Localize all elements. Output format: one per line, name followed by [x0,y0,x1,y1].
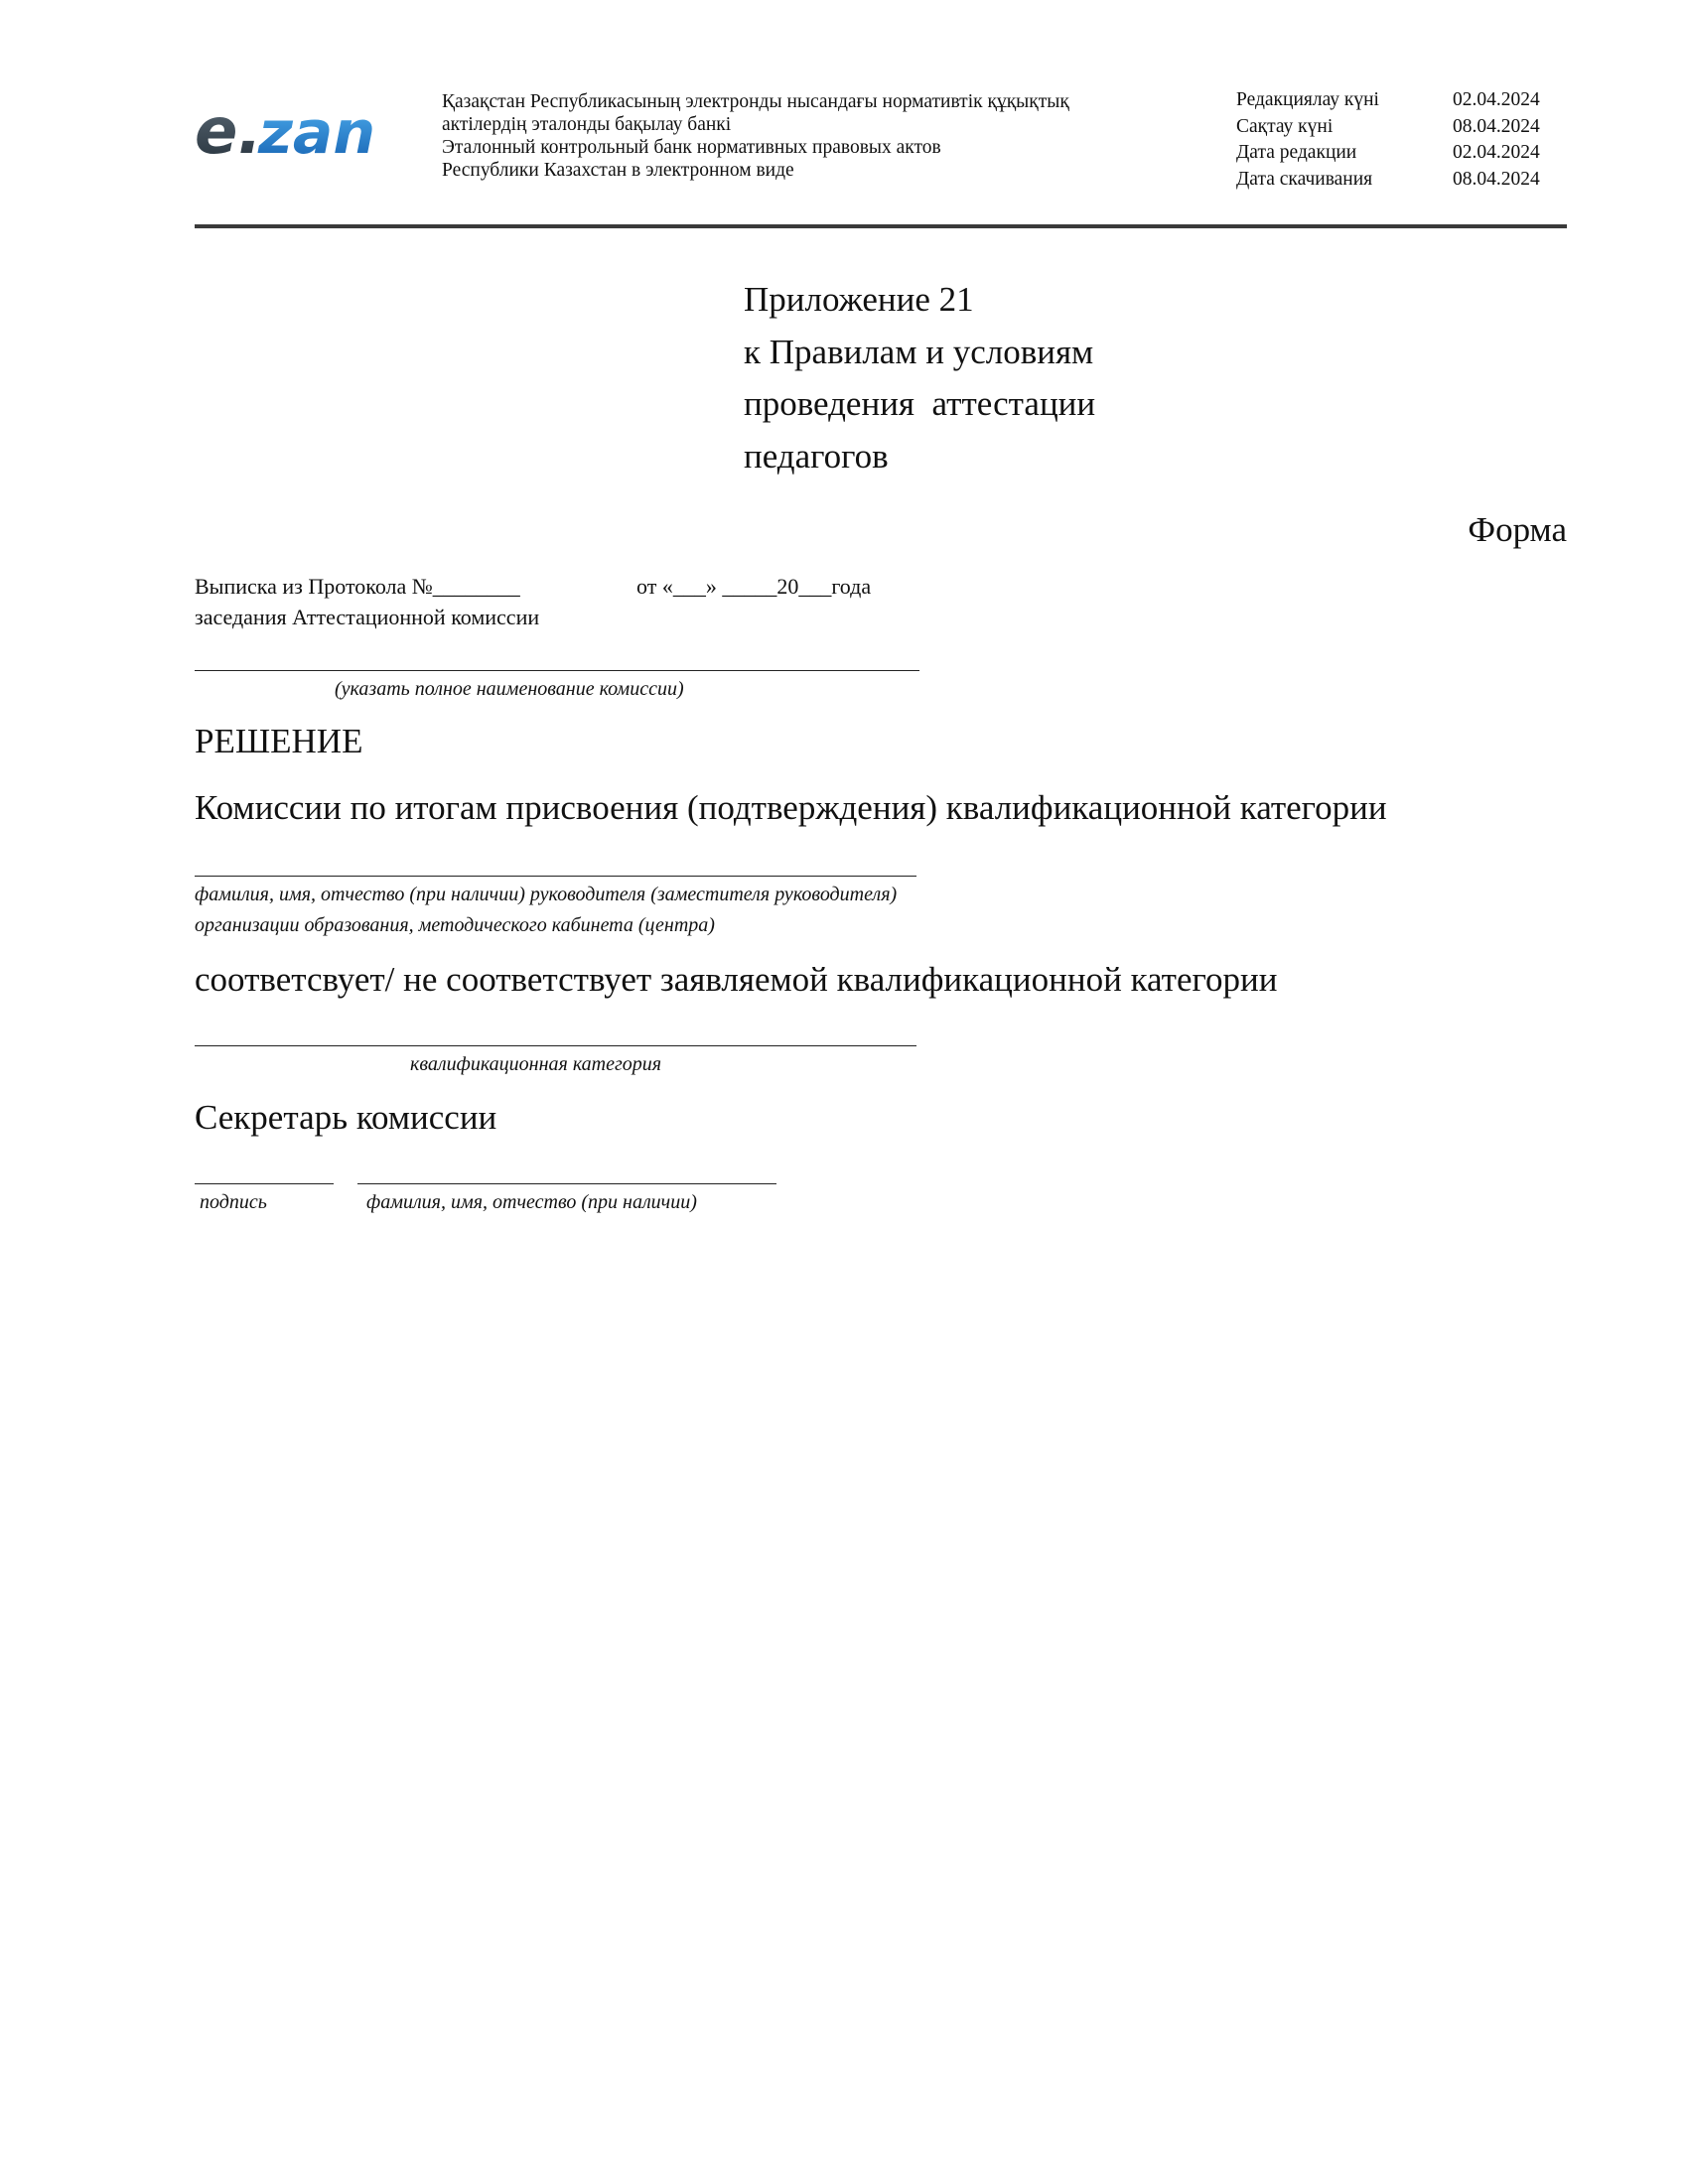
decision-title: РЕШЕНИЕ [195,722,363,760]
meta-label: Дата скачивания [1236,168,1373,190]
form-label: Форма [1468,510,1567,549]
meta-label: Дата редакции [1236,142,1357,163]
meta-row [1236,114,1540,141]
protocol-meeting-line: заседания Аттестационной комиссии [195,605,540,629]
protocol-date-line: от «___» _____20___года [636,574,872,599]
header-org-line: Эталонный контрольный банк нормативных правовых актов [442,137,941,158]
head-name-blank [195,876,916,877]
meta-row [1236,87,1540,114]
header-org-line: Республики Казахстан в электронном виде [442,160,794,181]
header-org-title [442,90,1177,182]
header-org-line: Қазақстан Республикасының электронды нысандағы нормативтік құқықтық [442,91,1069,112]
svg-text:e.: e. [195,97,262,169]
signature-blank [195,1183,334,1184]
appendix-reference [744,274,1095,482]
protocol-number-line: Выписка из Протокола №________ [195,574,520,599]
meta-row [1236,140,1540,167]
meta-value: 02.04.2024 [1453,89,1540,110]
commission-name-caption: (указать полное наименование комиссии) [335,678,684,700]
svg-text:zan: zan [258,98,376,168]
meta-row [1236,167,1540,194]
category-blank [195,1045,916,1046]
appendix-line: педагогов [744,436,889,476]
header-org-line: актілердің эталонды бақылау банкі [442,114,732,135]
header-divider [195,224,1567,228]
head-name-caption: фамилия, имя, отчество (при наличии) руководителя (заместителя руководителя) [195,884,898,905]
compliance-text: соответсвует/ не соответствует заявляемой квалификационной категории [195,960,1278,999]
appendix-line: Приложение 21 [744,280,974,319]
signature-caption: подпись [200,1191,267,1213]
organization-caption: организации образования, методического кабинета (центра) [195,914,715,936]
meta-value: 02.04.2024 [1453,142,1540,163]
decision-text: Комиссии по итогам присвоения (подтверждения) квалификационной категории [195,788,1387,827]
appendix-line: к Правилам и условиям [744,332,1094,371]
full-name-caption: фамилия, имя, отчество (при наличии) [366,1191,697,1213]
meta-value: 08.04.2024 [1453,168,1540,190]
ezan-logo [195,97,383,169]
meta-label: Редакциялау күні [1236,89,1379,110]
commission-name-blank [195,670,919,671]
secretary-label: Секретарь комиссии [195,1098,497,1137]
meta-value: 08.04.2024 [1453,115,1540,137]
category-caption: квалификационная категория [410,1053,662,1075]
meta-label: Сақтау күні [1236,115,1334,137]
header-meta-table [1236,87,1540,193]
appendix-line: проведения аттестации [744,384,1096,423]
full-name-blank [357,1183,776,1184]
